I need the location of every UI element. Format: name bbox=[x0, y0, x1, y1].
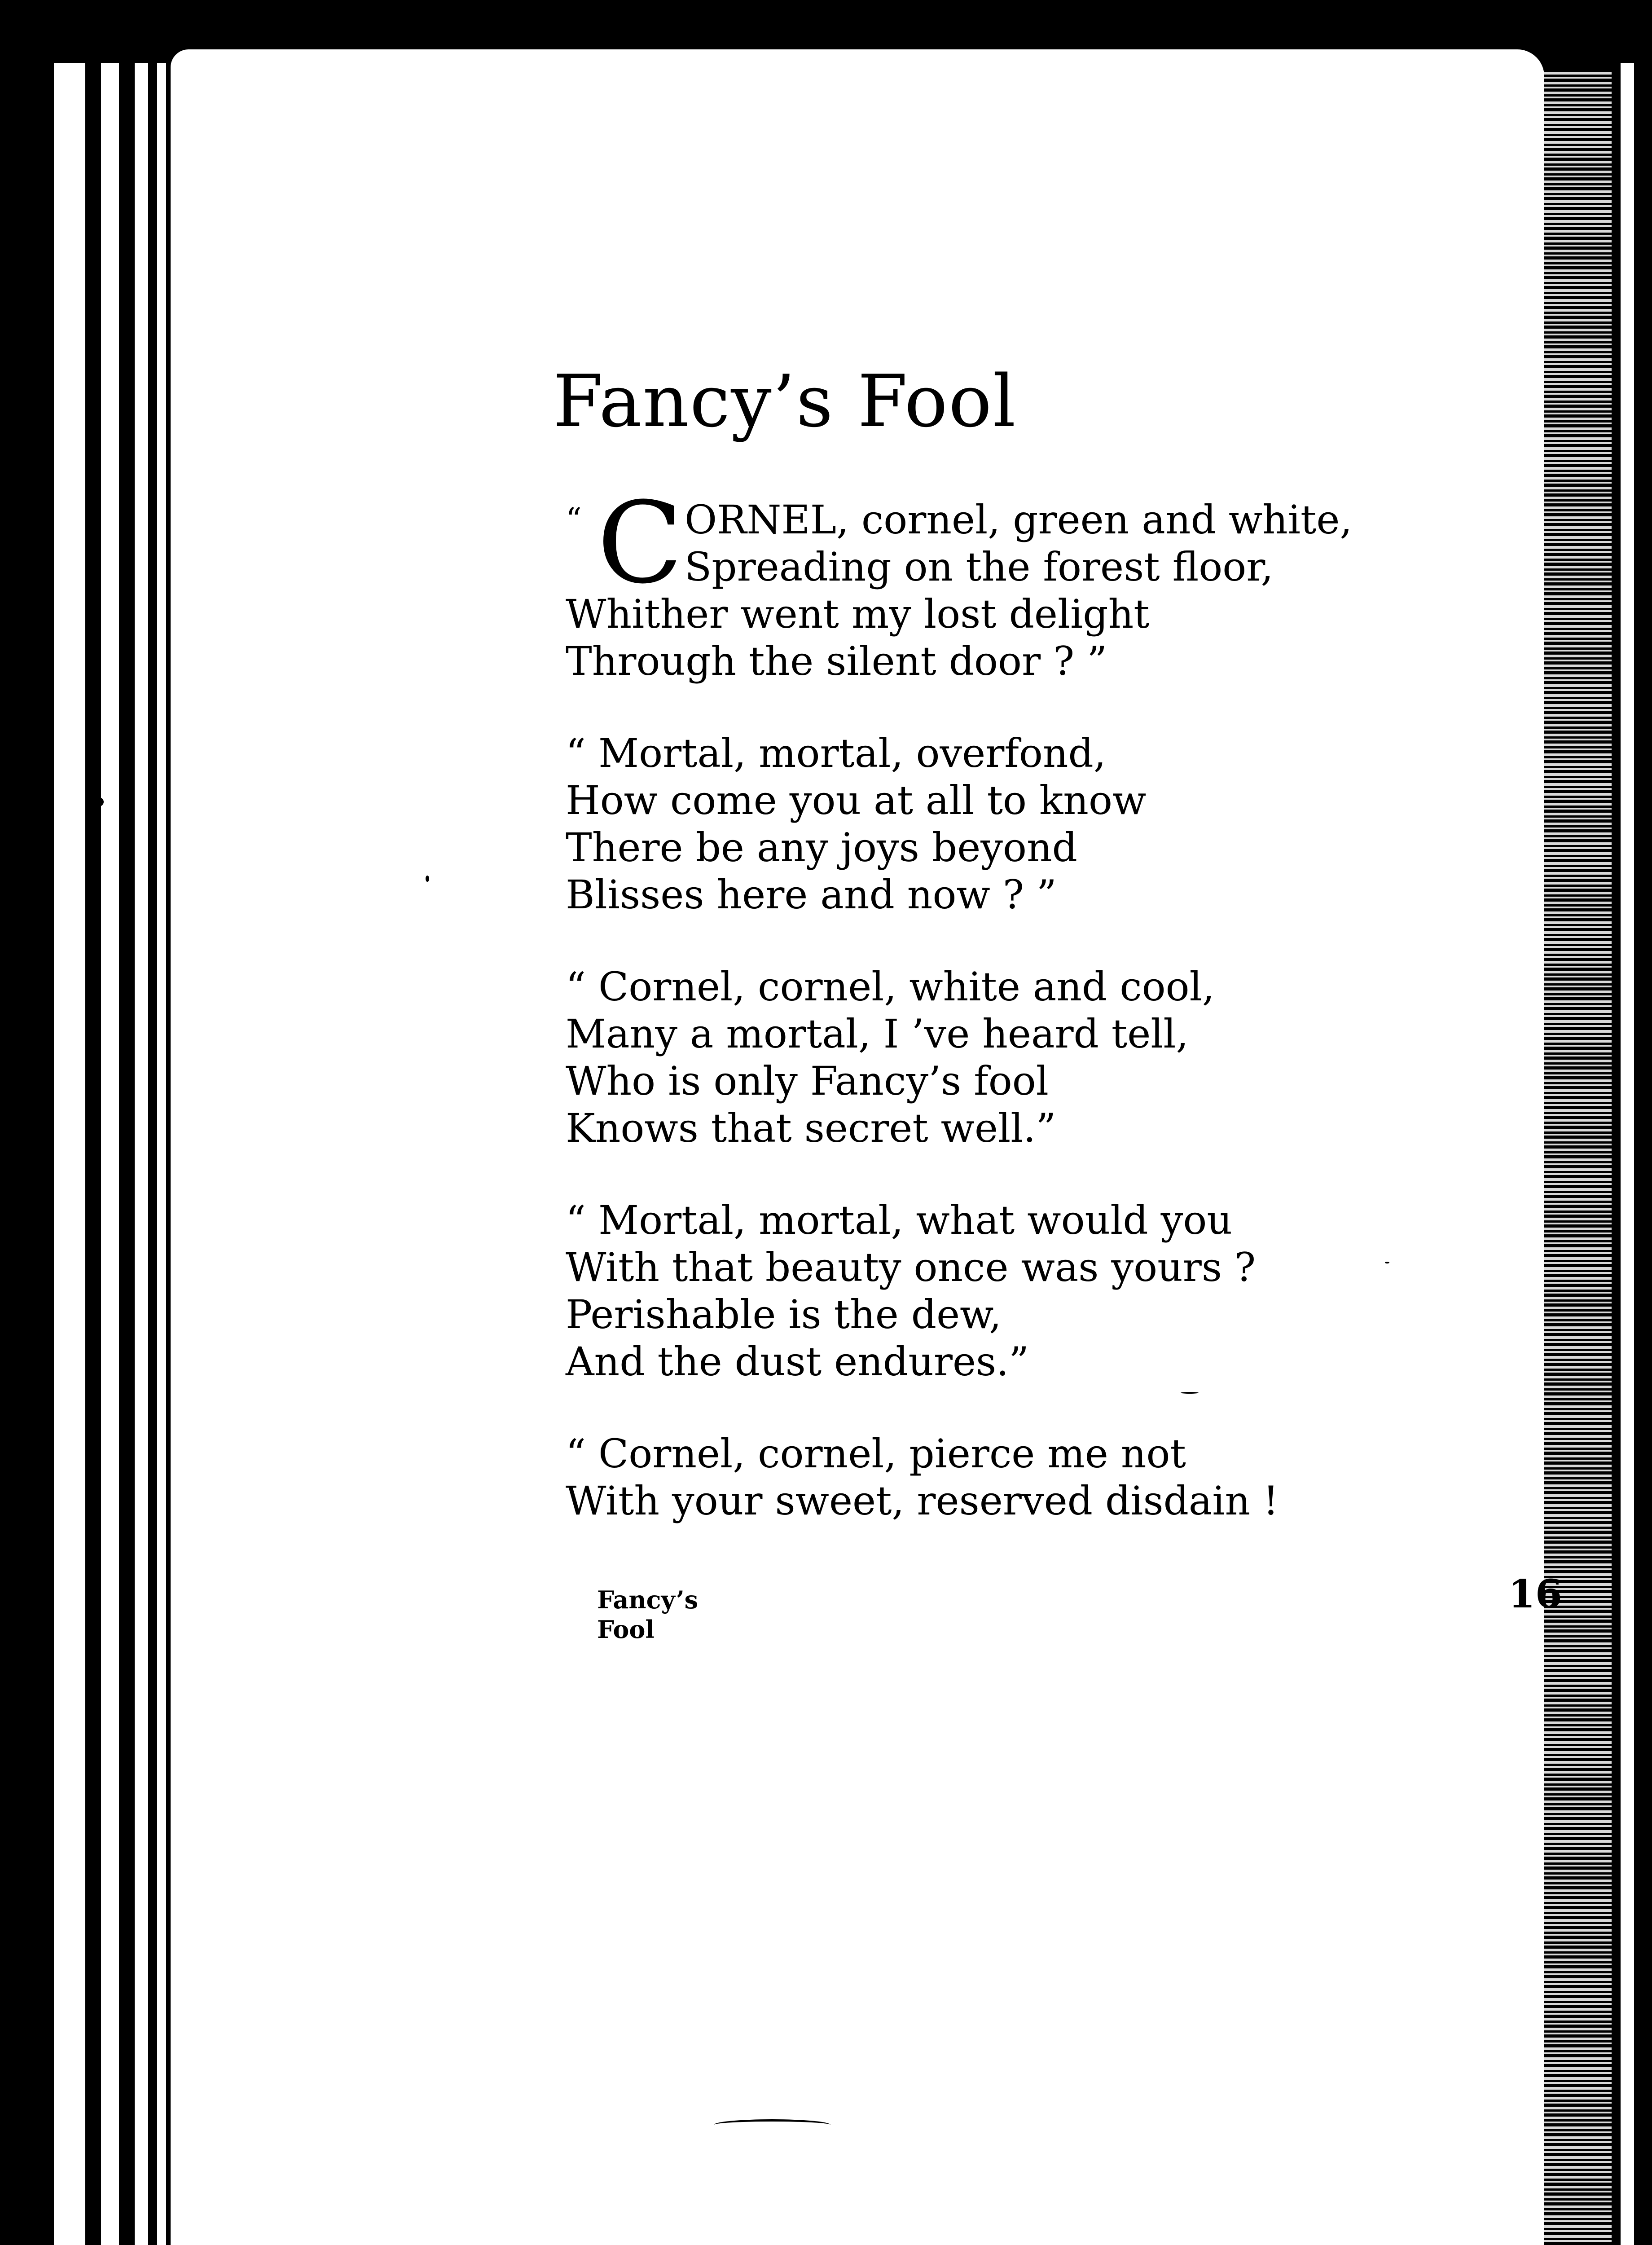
poem-line: Perishable is the dew, bbox=[566, 1291, 1002, 1338]
fore-edge bbox=[1621, 63, 1634, 2245]
stanza bbox=[566, 1197, 1499, 1385]
page-edge bbox=[135, 63, 148, 2245]
poem-line: Whither went my lost delight bbox=[566, 591, 1150, 637]
poem-line: “ Mortal, mortal, overfond, bbox=[566, 730, 1106, 776]
page-edge bbox=[54, 63, 85, 2245]
drop-cap: C bbox=[597, 478, 683, 608]
poem-line: With your sweet, reserved disdain ! bbox=[566, 1478, 1279, 1524]
ink-speck bbox=[1385, 1262, 1389, 1263]
poem-line: Who is only Fancy’s fool bbox=[566, 1058, 1049, 1104]
stanza bbox=[566, 730, 1499, 918]
poem-line: Spreading on the forest floor, bbox=[685, 544, 1274, 590]
ink-speck bbox=[1181, 1392, 1199, 1394]
open-quote: “ bbox=[566, 501, 582, 538]
page-edge bbox=[101, 63, 119, 2245]
running-title bbox=[597, 1585, 698, 1644]
first-lines bbox=[566, 478, 1499, 608]
poem-line: How come you at all to know bbox=[566, 777, 1147, 823]
stanza bbox=[566, 963, 1499, 1152]
ink-speck bbox=[92, 797, 104, 807]
poem-line: Blisses here and now ? ” bbox=[566, 872, 1057, 918]
stanza bbox=[566, 478, 1499, 685]
poem-line: And the dust endures.” bbox=[566, 1338, 1029, 1385]
running-title-line: Fancy’s bbox=[597, 1585, 699, 1614]
poem-line: With that beauty once was yours ? bbox=[566, 1244, 1256, 1290]
poem-title: Fancy’s Fool bbox=[553, 359, 1017, 443]
stanza bbox=[566, 1430, 1499, 1524]
fore-edge bbox=[1544, 72, 1612, 2245]
ink-speck bbox=[426, 876, 429, 882]
page-edge bbox=[157, 63, 166, 2245]
running-title-line: Fool bbox=[597, 1615, 655, 1644]
page-number: 16 bbox=[1508, 1572, 1562, 1617]
poem-line: Knows that secret well.” bbox=[566, 1105, 1056, 1151]
poem-line: Many a mortal, I ’ve heard tell, bbox=[566, 1011, 1189, 1057]
poem-line: “ Cornel, cornel, white and cool, bbox=[566, 964, 1215, 1010]
poem-line: There be any joys beyond bbox=[566, 824, 1078, 871]
poem-line: “ Cornel, cornel, pierce me not bbox=[566, 1431, 1186, 1477]
flourish-ornament bbox=[714, 2119, 830, 2131]
poem-body bbox=[566, 478, 1499, 1569]
poem-line: “ Mortal, mortal, what would you bbox=[566, 1197, 1233, 1243]
poem-line: ORNEL, cornel, green and white, bbox=[685, 497, 1353, 543]
poem-line: Through the silent door ? ” bbox=[566, 638, 1107, 684]
